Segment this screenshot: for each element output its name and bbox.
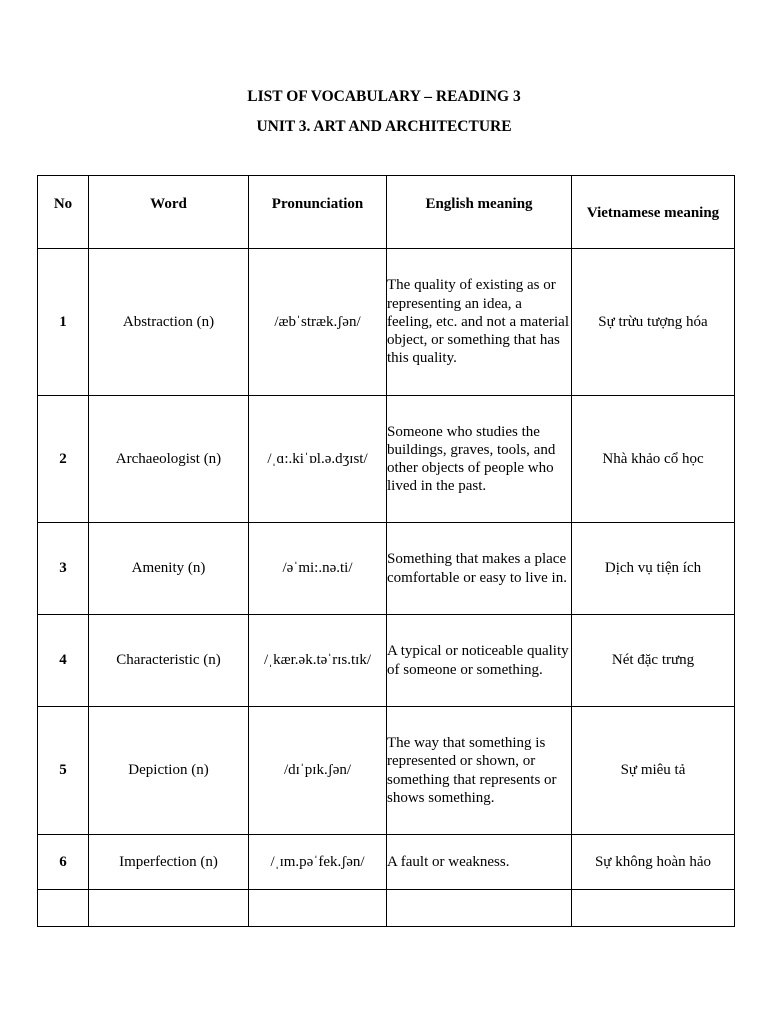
cell-word — [89, 890, 249, 927]
header-vietnamese-meaning: Vietnamese meaning — [572, 176, 735, 249]
cell-english-meaning: Something that makes a place comfortable or easy to live in. — [387, 523, 572, 615]
cell-pronunciation: /ˌkær.ək.təˈrɪs.tɪk/ — [249, 615, 387, 707]
cell-pronunciation: /ˌɪm.pəˈfek.ʃən/ — [249, 835, 387, 890]
table-row — [38, 707, 735, 835]
cell-english-meaning: The way that something is represented or shown, or something that represents or shows something. — [387, 707, 572, 835]
cell-no: 1 — [38, 249, 89, 396]
document-subtitle: UNIT 3. ART AND ARCHITECTURE — [256, 118, 512, 135]
header-no: No — [38, 176, 89, 249]
cell-vietnamese-meaning: Nét đặc trưng — [572, 615, 735, 707]
table-row — [38, 835, 735, 890]
cell-english-meaning: Someone who studies the buildings, graves, tools, and other objects of people who lived in the past. — [387, 396, 572, 523]
table-row — [38, 249, 735, 396]
cell-vietnamese-meaning — [572, 890, 735, 927]
cell-vietnamese-meaning: Sự miêu tả — [572, 707, 735, 835]
cell-english-meaning: A typical or noticeable quality of someone or something. — [387, 615, 572, 707]
header-pronunciation: Pronunciation — [249, 176, 387, 249]
cell-pronunciation: /dɪˈpɪk.ʃən/ — [249, 707, 387, 835]
cell-vietnamese-meaning: Sự không hoàn hảo — [572, 835, 735, 890]
vocabulary-table — [37, 175, 735, 927]
cell-no — [38, 890, 89, 927]
header-english-meaning: English meaning — [387, 176, 572, 249]
cell-vietnamese-meaning: Dịch vụ tiện ích — [572, 523, 735, 615]
cell-pronunciation: /ˌɑ:.kiˈɒl.ə.dʒɪst/ — [249, 396, 387, 523]
cell-pronunciation: /əˈmi:.nə.ti/ — [249, 523, 387, 615]
table-row — [38, 523, 735, 615]
cell-word: Depiction (n) — [89, 707, 249, 835]
cell-no: 3 — [38, 523, 89, 615]
table-row-empty — [38, 890, 735, 927]
table-row — [38, 396, 735, 523]
cell-no: 6 — [38, 835, 89, 890]
cell-word: Amenity (n) — [89, 523, 249, 615]
header-word: Word — [89, 176, 249, 249]
cell-word: Archaeologist (n) — [89, 396, 249, 523]
cell-vietnamese-meaning: Nhà khảo cổ học — [572, 396, 735, 523]
cell-no: 5 — [38, 707, 89, 835]
cell-english-meaning — [387, 890, 572, 927]
cell-no: 4 — [38, 615, 89, 707]
table-header-row — [38, 176, 735, 249]
cell-no: 2 — [38, 396, 89, 523]
document-title: LIST OF VOCABULARY – READING 3 — [247, 88, 521, 105]
cell-vietnamese-meaning: Sự trừu tượng hóa — [572, 249, 735, 396]
cell-english-meaning: A fault or weakness. — [387, 835, 572, 890]
cell-word: Characteristic (n) — [89, 615, 249, 707]
cell-pronunciation: /æbˈstræk.ʃən/ — [249, 249, 387, 396]
cell-word: Imperfection (n) — [89, 835, 249, 890]
cell-pronunciation — [249, 890, 387, 927]
cell-word: Abstraction (n) — [89, 249, 249, 396]
table-row — [38, 615, 735, 707]
cell-english-meaning: The quality of existing as or representing an idea, a feeling, etc. and not a material object, or something that has this quality. — [387, 249, 572, 396]
